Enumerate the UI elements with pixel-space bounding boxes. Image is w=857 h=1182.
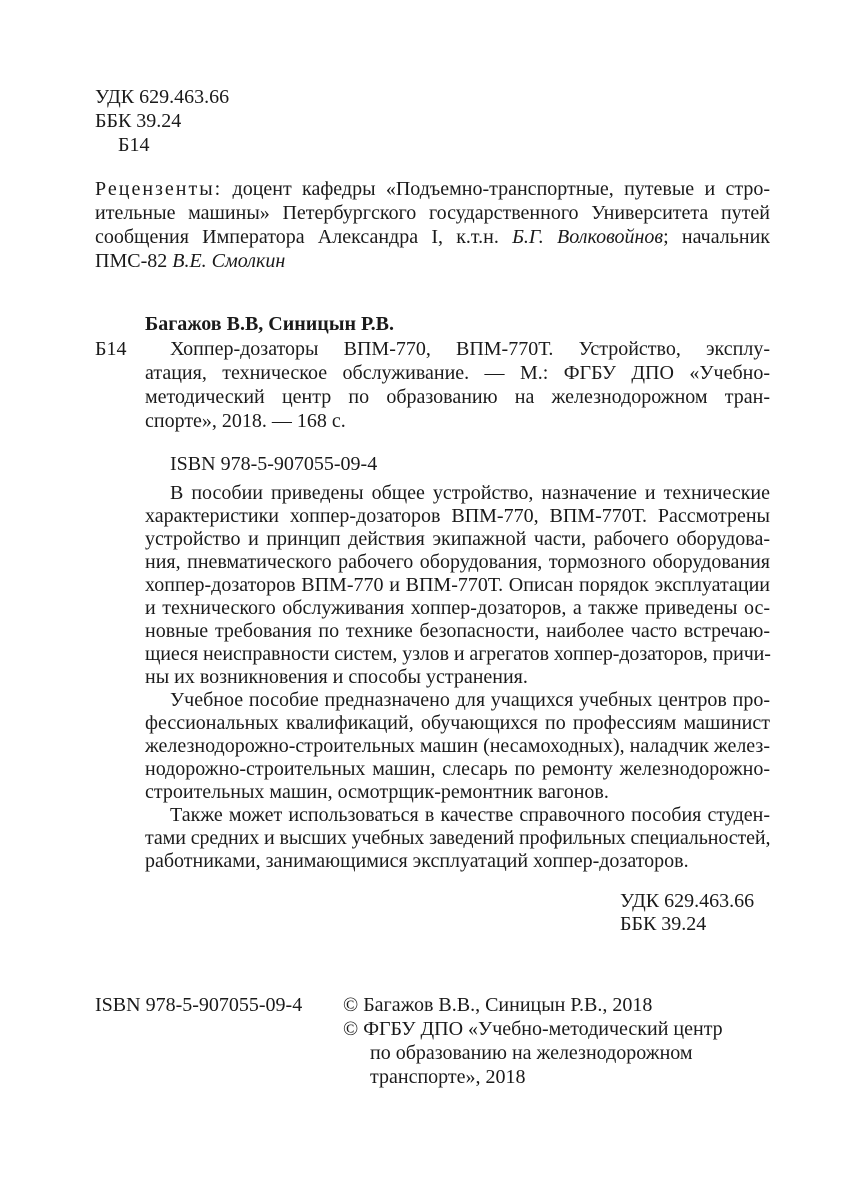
card-sign-text: Б14 <box>95 338 127 360</box>
copyright-authors: © Багажов В.В., Синицын Р.В., 2018 <box>343 994 653 1016</box>
isbn-text: ISBN 978-5-907055-09-4 <box>170 453 378 475</box>
udk-code: УДК 629.463.66 <box>620 890 755 912</box>
reviewers-line: ительные машины» Петербургского государственного Университета путей <box>95 202 770 224</box>
description-line: Хоппер-дозаторы ВПМ-770, ВПМ-770Т. Устройство, эксплу- <box>170 338 770 360</box>
udk-code: УДК 629.463.66 <box>95 86 230 108</box>
description-line: методический центр по образованию на железнодорожном тран- <box>145 386 770 408</box>
card-isbn <box>170 452 377 476</box>
abstract-line: ния, пневматического рабочего оборудования, тормозного оборудования <box>145 551 770 573</box>
isbn-text: ISBN 978-5-907055-09-4 <box>95 994 303 1016</box>
classification-header <box>95 85 229 157</box>
reviewer-name: В.Е. Смолкин <box>172 250 286 272</box>
abstract-line: фессиональных квалификаций, обучающихся по профессиям машинист <box>145 712 770 734</box>
reviewers-label: Рецензенты: <box>95 178 223 200</box>
bbk-code: ББК 39.24 <box>95 110 182 132</box>
reviewers-line: ; начальник <box>663 226 771 248</box>
abstract-line: новные требования по технике безопасности, наиболее часто встречаю- <box>145 620 770 642</box>
reviewers-line: ПМС-82 <box>95 250 173 272</box>
abstract-line: Также может использоваться в качестве справочного пособия студен- <box>170 804 770 826</box>
abstract-line: тами средних и высших учебных заведений профильных специальностей, <box>145 827 771 849</box>
footer-isbn <box>95 993 302 1017</box>
abstract-line: и технического обслуживания хоппер-дозаторов, а также приведены ос- <box>145 597 770 619</box>
bbk-code: ББК 39.24 <box>620 913 707 935</box>
abstract-line: хоппер-дозаторов ВПМ-770 и ВПМ-770Т. Описан порядок эксплуатации <box>145 574 770 596</box>
abstract-classification <box>620 890 754 936</box>
abstract-line: железнодорожно-строительных машин (несамоходных), наладчик желез- <box>145 735 770 757</box>
reviewer-name: Б.Г. Волковойнов <box>512 226 664 248</box>
abstract-line: характеристики хоппер-дозаторов ВПМ-770, ВПМ-770Т. Рассмотрены <box>145 505 770 527</box>
copyright-publisher: по образованию на железнодорожном <box>370 1042 693 1064</box>
description-line: атация, техническое обслуживание. — М.: ФГБУ ДПО «Учебно- <box>145 362 770 384</box>
abstract-line: Учебное пособие предназначено для учащихся учебных центров про- <box>170 689 770 711</box>
abstract-line: ны их возникновения и способы устранения. <box>145 666 528 688</box>
abstract-line: нодорожно-строительных машин, слесарь по ремонту железнодорожно- <box>145 758 770 780</box>
abstract-line: щиеся неисправности систем, узлов и агрегатов хоппер-дозаторов, причи- <box>145 643 771 665</box>
abstract <box>145 482 770 873</box>
copyright-publisher: © ФГБУ ДПО «Учебно-методический центр <box>343 1018 723 1040</box>
abstract-line: В пособии приведены общее устройство, назначение и технические <box>170 482 770 504</box>
reviewers-line: сообщения Императора Александра I, к.т.н. <box>95 226 513 248</box>
reviewers-line: доцент кафедры «Подъемно-транспортные, путевые и стро- <box>222 178 770 200</box>
card-sign <box>95 337 126 361</box>
description-line: спорте», 2018. — 168 с. <box>145 410 346 432</box>
author-sign: Б14 <box>118 134 150 156</box>
copyright-publisher: транспорте», 2018 <box>370 1066 526 1088</box>
reviewers-block <box>95 177 770 273</box>
authors: Багажов В.В, Синицын Р.В. <box>145 313 395 335</box>
abstract-line: строительных машин, осмотрщик-ремонтник вагонов. <box>145 781 609 803</box>
abstract-line: устройство и принцип действия экипажной части, рабочего оборудова- <box>145 528 770 550</box>
bibliographic-description <box>145 337 770 433</box>
copyright-block <box>343 993 723 1089</box>
abstract-line: работниками, занимающимися эксплуатаций хоппер-дозаторов. <box>145 850 689 872</box>
card-authors <box>145 312 394 336</box>
